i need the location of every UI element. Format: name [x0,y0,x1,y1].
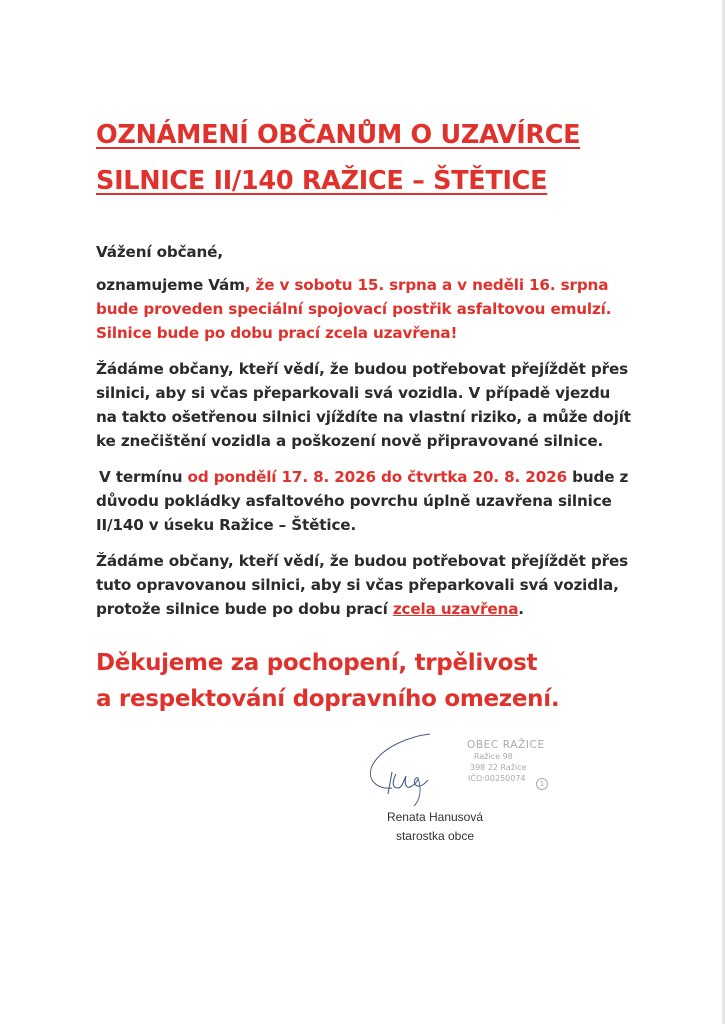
closure-date-range: od pondělí 17. 8. 2026 do čtvrtka 20. 8. 2026 [187,468,567,486]
thank-you-message [96,645,656,717]
stamp-address-1: Ražice 98 [474,752,513,761]
paragraph-repair-parking [96,549,631,621]
fully-closed-highlight: zcela uzavřena [392,600,519,618]
greeting: Vážení občané, [96,243,223,261]
paragraph-closure-weekend [96,273,631,345]
signer-block [360,808,510,846]
stamp-ico: IČO:00250074 [468,774,526,783]
signer-name: Renata Hanusová [386,810,484,824]
paragraph-closure-dates [96,465,631,537]
title-line-2: SILNICE II/140 RAŽICE – ŠTĚTICE [96,166,548,196]
handwritten-signature [362,728,472,808]
thanks-line-1: Děkujeme za pochopení, trpělivost [96,650,538,676]
paragraph-parking-request: Žádáme občany, kteří vědí, že budou potřebovat přejíždět přes silnici, aby si včas přeparkovali svá vozidla. V případě vjezdu na takto ošetřenou silnici vjíždíte na vlastní riziko, a může dojít ke znečištění vozidla a poškození nově připravované silnice. [96,360,631,450]
stamp-address-2: 398 22 Ražice [470,763,527,772]
paragraph-4-end: . [518,600,524,618]
paragraph-1-highlight: , že v sobotu 15. srpna a v neděli 16. srpna bude proveden speciální spojovací postřik asfaltovou emulzí. Silnice bude po dobu prací zcela uzavřena! [96,276,612,342]
stamp-name: OBEC RAŽICE [467,739,545,751]
municipal-stamp [462,739,545,784]
thanks-line-2: a respektování dopravního omezení. [96,686,560,712]
title-line-1: OZNÁMENÍ OBČANŮM O UZAVÍRCE [96,120,581,150]
notice-title [96,112,656,204]
paragraph-4-start: Žádáme občany, kteří vědí, že budou potřebovat přejíždět přes tuto opravovanou silnici, aby si včas přeparkovali svá vozidla, protože silnice bude po dobu prací [96,552,628,618]
signer-role: starostka obce [395,829,475,843]
stamp-number-mark: 1 [536,778,548,790]
paragraph-1-intro: oznamujeme Vám [96,276,245,294]
paragraph-3-start: V termínu [99,468,188,486]
paragraph-3-end: bude z důvodu pokládky asfaltového povrchu úplně uzavřena silnice II/140 v úseku Ražice – Štětice. [96,468,629,534]
notice-body [96,240,631,621]
